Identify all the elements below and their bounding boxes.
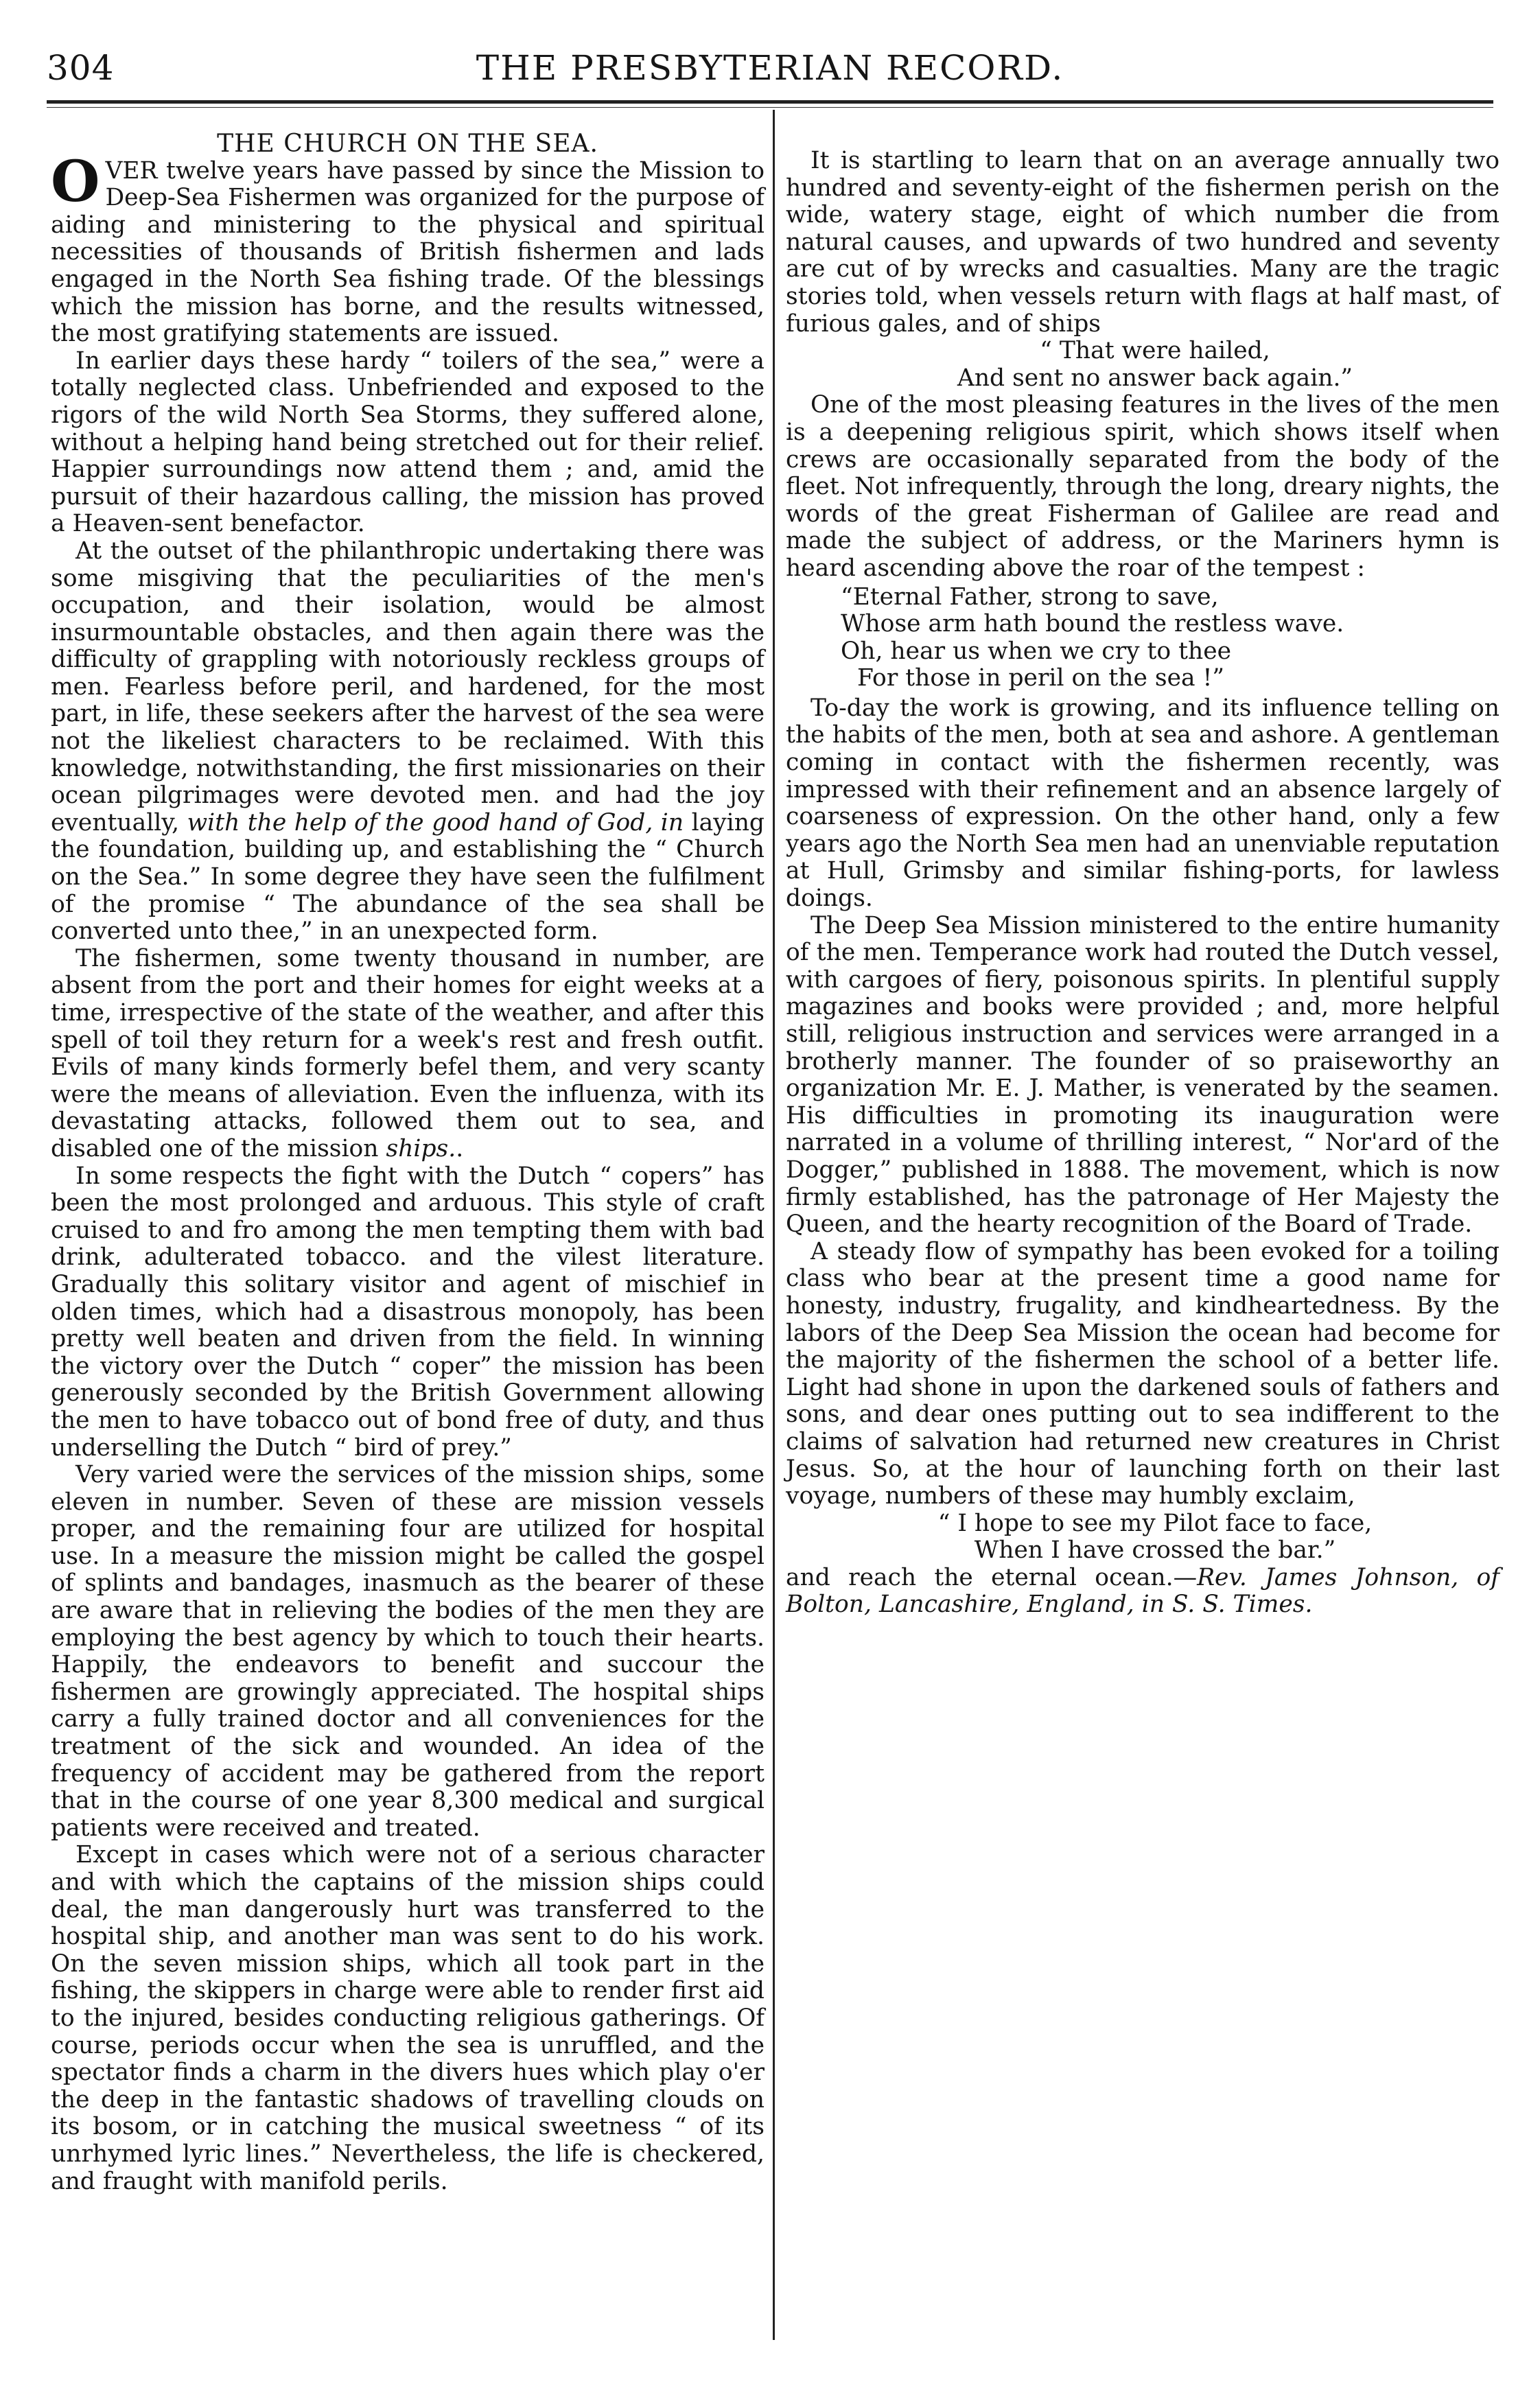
paragraph-3-italic: with the help of the good hand of God, in — [187, 808, 684, 836]
paragraph-8: It is startling to learn that on an average annually two hundred and seventy-eight of the fishermen perish on the wide, watery stage, eight of which number die from natural causes, and upwards of two hundred and seventy are cut of by wrecks and casualties. Many are the tragic stories told, when vessels return with flags at half mast, of furious gales, and of ships — [786, 147, 1500, 338]
column-divider — [773, 110, 775, 2340]
hymn-line: For those in peril on the sea !” — [857, 664, 1225, 692]
journal-title: THE PRESBYTERIAN RECORD. — [476, 48, 1064, 88]
paragraph-3-text-a: At the outset of the philanthropic undertaking there was some misgiving that the peculiarities of the men's occupation, and their isolation, would be almost insurmountable obstacles, and then again there was the difficulty of grappling with notoriously reckless groups of men. Fearless before peril, and hardened, for the most part, in life, these seekers after the harvest of the sea were not the likeliest characters to be reclaimed. With this knowledge, notwithstanding, the first missionaries on their ocean pilgrimages were devoted men. and had the joy eventually, — [51, 537, 765, 836]
paragraph-4-italic: ships. — [386, 1134, 456, 1162]
paragraph-2: In earlier days these hardy “ toilers of the sea,” were a totally neglected class. Unbefriended and exposed to the rigors of the wild North Sea Storms, they suffered alone, without a helping hand being stretched out for their relief. Happier surroundings now attend them ; and, amid the pursuit of their hazardous calling, the mission has proved a Heaven-sent benefactor. — [51, 347, 765, 538]
hymn-line: “Eternal Father, strong to save, — [841, 583, 1219, 611]
byline: Rev. James Johnson, of Bolton, Lancashire, England, in S. S. Times. — [786, 1563, 1500, 1619]
article-title: THE CHURCH ON THE SEA. — [217, 130, 598, 158]
paragraph-12: A steady flow of sympathy has been evoked for a toiling class who bear at the present time a good name for honesty, industry, frugality, and kindheartedness. By the labors of the Deep Sea Mission the ocean had become for the majority of the fishermen the school of a better life. Light had shone in upon the darkened souls of fathers and sons, and dear ones putting out to sea indifferent to the claims of salvation had returned new creatures in Christ Jesus. So, at the hour of launching forth on their last voyage, numbers of these may humbly exclaim, — [786, 1237, 1500, 1510]
header-rule-thin — [47, 107, 1493, 108]
paragraph-9: One of the most pleasing features in the lives of the men is a deepening religious spirit, which shows itself when crews are occasionally separated from the body of the fleet. Not infrequently, through the long, dreary nights, the words of the great Fisherman of Galilee are read and made the subject of address, or the Mariners hymn is heard ascending above the roar of the tempest : — [786, 391, 1500, 582]
paragraph-3-text-b: laying the foundation, building up, and establishing the “ Church on the Sea.” In some degree they have seen the fulfilment of the promise “ The abundance of the sea shall be converted unto thee,” in an unexpected form. — [51, 808, 765, 946]
paragraph-6: Very varied were the services of the mission ships, some eleven in number. Seven of these are mission vessels proper, and the remaining four are utilized for hospital use. In a measure the mission might be called the gospel of splints and bandages, inasmuch as the bearer of these are aware that in relieving the bodies of the men they are employing the best agency by which to touch their hearts. Happily, the endeavors to benefit and succour the fishermen are growingly appreciated. The hospital ships carry a fully trained doctor and all conveniences for the treatment of the sick and wounded. An idea of the frequency of accident may be gathered from the report that in the course of one year 8,300 medical and surgical patients were received and treated. — [51, 1461, 765, 1842]
closing-line — [786, 1565, 1500, 1619]
quote-1-line-1: “ That were hailed, — [1040, 337, 1270, 365]
right-column — [786, 148, 1500, 1619]
paragraph-10: To-day the work is growing, and its influence telling on the habits of the men, both at sea and ashore. A gentleman coming in contact with the fishermen recently, was impressed with their refinement and an absence largely of coarseness of expression. On the other hand, only a few years ago the North Sea men had an unenviable reputation at Hull, Grimsby and similar fishing-ports, for lawless doings. — [786, 694, 1500, 913]
left-column — [51, 130, 765, 2195]
page-number: 304 — [47, 48, 115, 88]
dropcap: O — [51, 148, 100, 215]
quote-1-line-2: And sent no answer back again.” — [957, 364, 1353, 392]
page-header — [0, 0, 1540, 103]
quote-2-line-2: When I have crossed the bar.” — [974, 1536, 1336, 1565]
paragraph-1-text: VER twelve years have passed by since the Mission to Deep-Sea Fishermen was organized for the purpose of aiding and ministering to the physical and spiritual necessities of thousands of British fishermen and lads engaged in the North Sea fishing trade. Of the blessings which the mission has borne, and the results witnessed, the most gratifying statements are issued. — [51, 156, 765, 348]
paragraph-4-text-a: The fishermen, some twenty thousand in number, are absent from the port and their homes for eight weeks at a time, irrespective of the state of the weather, and after this spell of toil they return for a week's rest and fresh outfit. Evils of many kinds formerly befel them, and very scanty were the means of alleviation. Even the influenza, with its devastating attacks, followed them out to sea, and disabled one of the mission — [51, 944, 765, 1162]
quote-2-line-1: “ I hope to see my Pilot face to face, — [937, 1509, 1373, 1537]
paragraph-5: In some respects the fight with the Dutch “ copers” has been the most prolonged and arduous. This style of craft cruised to and fro among the men tempting them with bad drink, adulterated tobacco. and the vilest literature. Gradually this solitary visitor and agent of mischief in olden times, which had a disastrous monopoly, has been pretty well beaten and driven from the field. In winning the victory over the Dutch “ coper” the mission has been generously seconded by the British Government allowing the men to have tobacco out of bond free of duty, and thus underselling the Dutch “ bird of prey.” — [51, 1162, 765, 1462]
hymn-line: Whose arm hath bound the restless wave. — [841, 610, 1344, 638]
paragraph-1 — [51, 148, 765, 348]
paragraph-3 — [51, 538, 765, 946]
paragraph-11: The Deep Sea Mission ministered to the entire humanity of the men. Temperance work had routed the Dutch vessel, with cargoes of fiery, poisonous spirits. In plentiful supply magazines and books were provided ; and, more helpful still, religious instruction and services were arranged in a brotherly manner. The founder of so praiseworthy an organization Mr. E. J. Mather, is venerated by the seamen. His difficulties in promoting its inauguration were narrated in a volume of thrilling interest, “ Nor'ard of the Dogger,” published in 1888. The movement, which is now firmly established, has the patronage of Her Majesty the Queen, and the hearty recognition of the Board of Trade. — [786, 911, 1500, 1239]
paragraph-7: Except in cases which were not of a serious character and with which the captains of the mission ships could deal, the man dangerously hurt was transferred to the hospital ship, and another man was sent to do his work. On the seven mission ships, which all took part in the fishing, the skippers in charge were able to render first aid to the injured, besides conducting religious gatherings. Of course, periods occur when the sea is unruffled, and the spectator finds a charm in the divers hues which play o'er the deep in the fantastic shadows of travelling clouds on its bosom, or in catching the musical sweetness “ of its unrhymed lyric lines.” Nevertheless, the life is checkered, and fraught with manifold perils. — [51, 1841, 765, 2195]
hymn-line: Oh, hear us when we cry to thee — [841, 637, 1232, 665]
hymn-verse — [841, 584, 1500, 692]
paragraph-4 — [51, 946, 765, 1163]
closing-text: and reach the eternal ocean.— — [786, 1563, 1198, 1591]
header-rule — [47, 100, 1493, 104]
paragraph-4-text-b: . — [456, 1134, 464, 1162]
